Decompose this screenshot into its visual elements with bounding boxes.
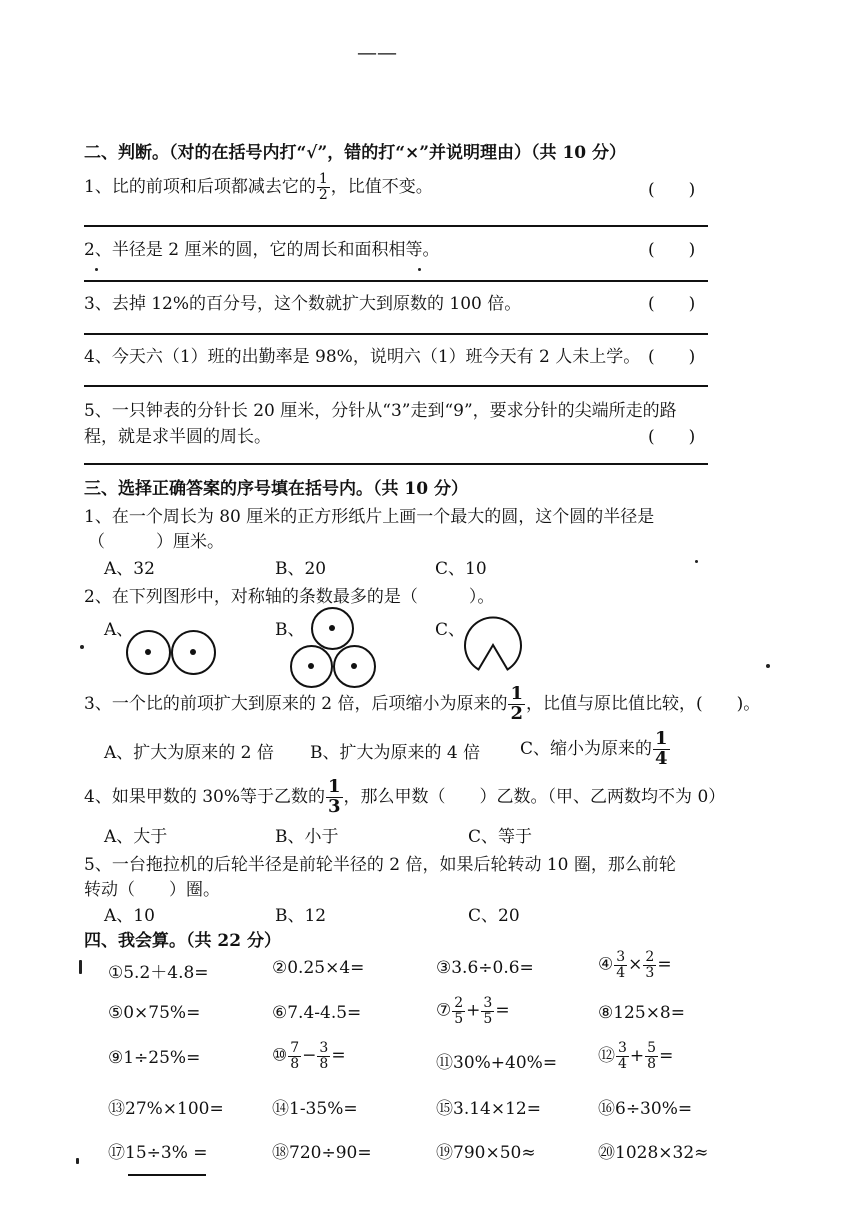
section3-header: 三、选择正确答案的序号填在括号内。（共 10 分） xyxy=(84,479,468,499)
scan-speck xyxy=(80,645,84,649)
calc-item-12: ⑫ $\frac{3}{4}$ + $\frac{5}{8}$ = xyxy=(598,1040,674,1072)
s3-q3-option-a[interactable]: A、扩大为原来的 2 倍 xyxy=(104,743,274,763)
s3-q2-text: 2、在下列图形中，对称轴的条数最多的是（ ）。 xyxy=(84,587,495,607)
center-dot xyxy=(329,625,335,631)
scan-speck xyxy=(695,560,698,563)
s3-q2-option-b[interactable]: B、 xyxy=(275,620,305,640)
scan-speck xyxy=(95,268,98,271)
calc-item-14: ⑭1-35%= xyxy=(272,1099,358,1119)
center-dot xyxy=(308,663,314,669)
answer-paren-s2-4[interactable]: ( ) xyxy=(648,347,696,367)
s3-q3-text: 3、一个比的前项扩大到原来的 2 倍，后项缩小为原来的 $\frac{1}{2}$ ，比值与原比值比较，( )。 xyxy=(84,683,761,724)
calc-item-7: ⑦ $\frac{2}{5}$ + $\frac{3}{5}$ = xyxy=(436,995,510,1027)
s3-q5-option-b[interactable]: B、12 xyxy=(275,906,327,926)
calc-item-8: ⑧125×8= xyxy=(598,1003,685,1023)
s3-q1-line2: （ ）厘米。 xyxy=(88,532,224,552)
calc-item-4: ④ $\frac{3}{4}$ × $\frac{2}{3}$ = xyxy=(598,949,672,981)
s2-item-4: 4、今天六（1）班的出勤率是 98%，说明六（1）班今天有 2 人未上学。 xyxy=(84,347,641,367)
answer-paren-s2-2[interactable]: ( ) xyxy=(648,240,696,260)
calc-item-6: ⑥7.4-4.5= xyxy=(272,1003,362,1023)
s3-q1-option-b[interactable]: B、20 xyxy=(275,559,327,579)
answer-paren-s2-1[interactable]: ( ) xyxy=(648,180,696,200)
s3-q4-text: 4、如果甲数的 30%等于乙数的 $\frac{1}{3}$ ，那么甲数（ ）乙数。（甲、乙两数均不为 0） xyxy=(84,776,726,817)
center-dot xyxy=(190,649,196,655)
divider xyxy=(84,463,708,465)
divider xyxy=(84,385,708,387)
s3-q4-option-a[interactable]: A、大于 xyxy=(104,827,168,847)
calc-item-1: ①5.2＋4.8= xyxy=(108,963,209,983)
s2-item-3: 3、去掉 12%的百分号，这个数就扩大到原数的 100 倍。 xyxy=(84,294,522,314)
calc-item-10: ⑩ $\frac{7}{8}$ − $\frac{3}{8}$ = xyxy=(272,1040,346,1072)
scan-speck xyxy=(79,960,82,974)
calc-item-16: ⑯6÷30%= xyxy=(598,1099,693,1119)
divider xyxy=(84,225,708,227)
calc-item-17: ⑰15÷3% = xyxy=(108,1143,208,1163)
scan-speck xyxy=(418,268,421,271)
answer-paren-s2-3[interactable]: ( ) xyxy=(648,294,696,314)
s3-q1-line1: 1、在一个周长为 80 厘米的正方形纸片上画一个最大的圆，这个圆的半径是 xyxy=(84,507,655,527)
scan-speck xyxy=(766,664,770,668)
fraction: $\frac{1}{4}$ xyxy=(655,728,668,769)
calc-item-19: ⑲790×50≈ xyxy=(436,1143,536,1163)
section4-header: 四、我会算。（共 22 分） xyxy=(84,931,281,951)
calc-item-3: ③3.6÷0.6= xyxy=(436,958,534,978)
figure-c-sector xyxy=(462,612,524,674)
top-mark: —— xyxy=(357,40,397,64)
s3-q5-option-c[interactable]: C、20 xyxy=(468,906,520,926)
s2-item-1-pre: 1、比的前项和后项都减去它的 xyxy=(84,177,316,197)
section2-header: 二、判断。（对的在括号内打“√”，错的打“×”并说明理由）（共 10 分） xyxy=(84,143,627,163)
s3-q5-line1: 5、一台拖拉机的后轮半径是前轮半径的 2 倍，如果后轮转动 10 圈，那么前轮 xyxy=(84,855,676,875)
s3-q2-option-c[interactable]: C、 xyxy=(435,620,466,640)
s3-q1-option-a[interactable]: A、32 xyxy=(104,559,155,579)
center-dot xyxy=(351,663,357,669)
calc-item-9: ⑨1÷25%= xyxy=(108,1048,201,1068)
s3-q3-option-b[interactable]: B、扩大为原来的 4 倍 xyxy=(310,743,481,763)
answer-paren-s2-5[interactable]: ( ) xyxy=(648,427,696,447)
calc-item-15: ⑮3.14×12= xyxy=(436,1099,541,1119)
s3-q4-option-b[interactable]: B、小于 xyxy=(275,827,339,847)
s2-item-2: 2、半径是 2 厘米的圆，它的周长和面积相等。 xyxy=(84,240,440,260)
s3-q3-option-c[interactable]: C、缩小为原来的 $\frac{1}{4}$ xyxy=(520,728,668,769)
calc-item-18: ⑱720÷90= xyxy=(272,1143,372,1163)
s3-q1-option-c[interactable]: C、10 xyxy=(435,559,487,579)
calc-item-2: ②0.25×4= xyxy=(272,958,365,978)
s3-q5-line2: 转动（ ）圈。 xyxy=(84,880,220,900)
s2-item-5-line1: 5、一只钟表的分针长 20 厘米，分针从“3”走到“9”，要求分针的尖端所走的路 xyxy=(84,401,677,421)
calc-item-5: ⑤0×75%= xyxy=(108,1003,201,1023)
scan-speck xyxy=(76,1158,79,1164)
calc-item-13: ⑬27%×100= xyxy=(108,1099,224,1119)
fraction: $\frac{1}{2}$ xyxy=(318,171,328,203)
fraction: $\frac{1}{2}$ xyxy=(510,683,523,724)
s2-item-1 xyxy=(84,172,433,203)
calc-item-11: ⑪30%+40%= xyxy=(436,1053,558,1073)
s2-item-5-line2: 程，就是求半圆的周长。 xyxy=(84,427,271,447)
s3-q2-option-a[interactable]: A、 xyxy=(104,620,134,640)
divider xyxy=(84,280,708,282)
calc-item-20: ⑳1028×32≈ xyxy=(598,1143,709,1163)
center-dot xyxy=(145,649,151,655)
bottom-mark xyxy=(128,1174,206,1176)
s3-q5-option-a[interactable]: A、10 xyxy=(104,906,155,926)
s2-item-1-post: ，比值不变。 xyxy=(330,177,433,197)
s3-q4-option-c[interactable]: C、等于 xyxy=(468,827,533,847)
divider xyxy=(84,333,708,335)
fraction: $\frac{1}{3}$ xyxy=(328,776,341,817)
